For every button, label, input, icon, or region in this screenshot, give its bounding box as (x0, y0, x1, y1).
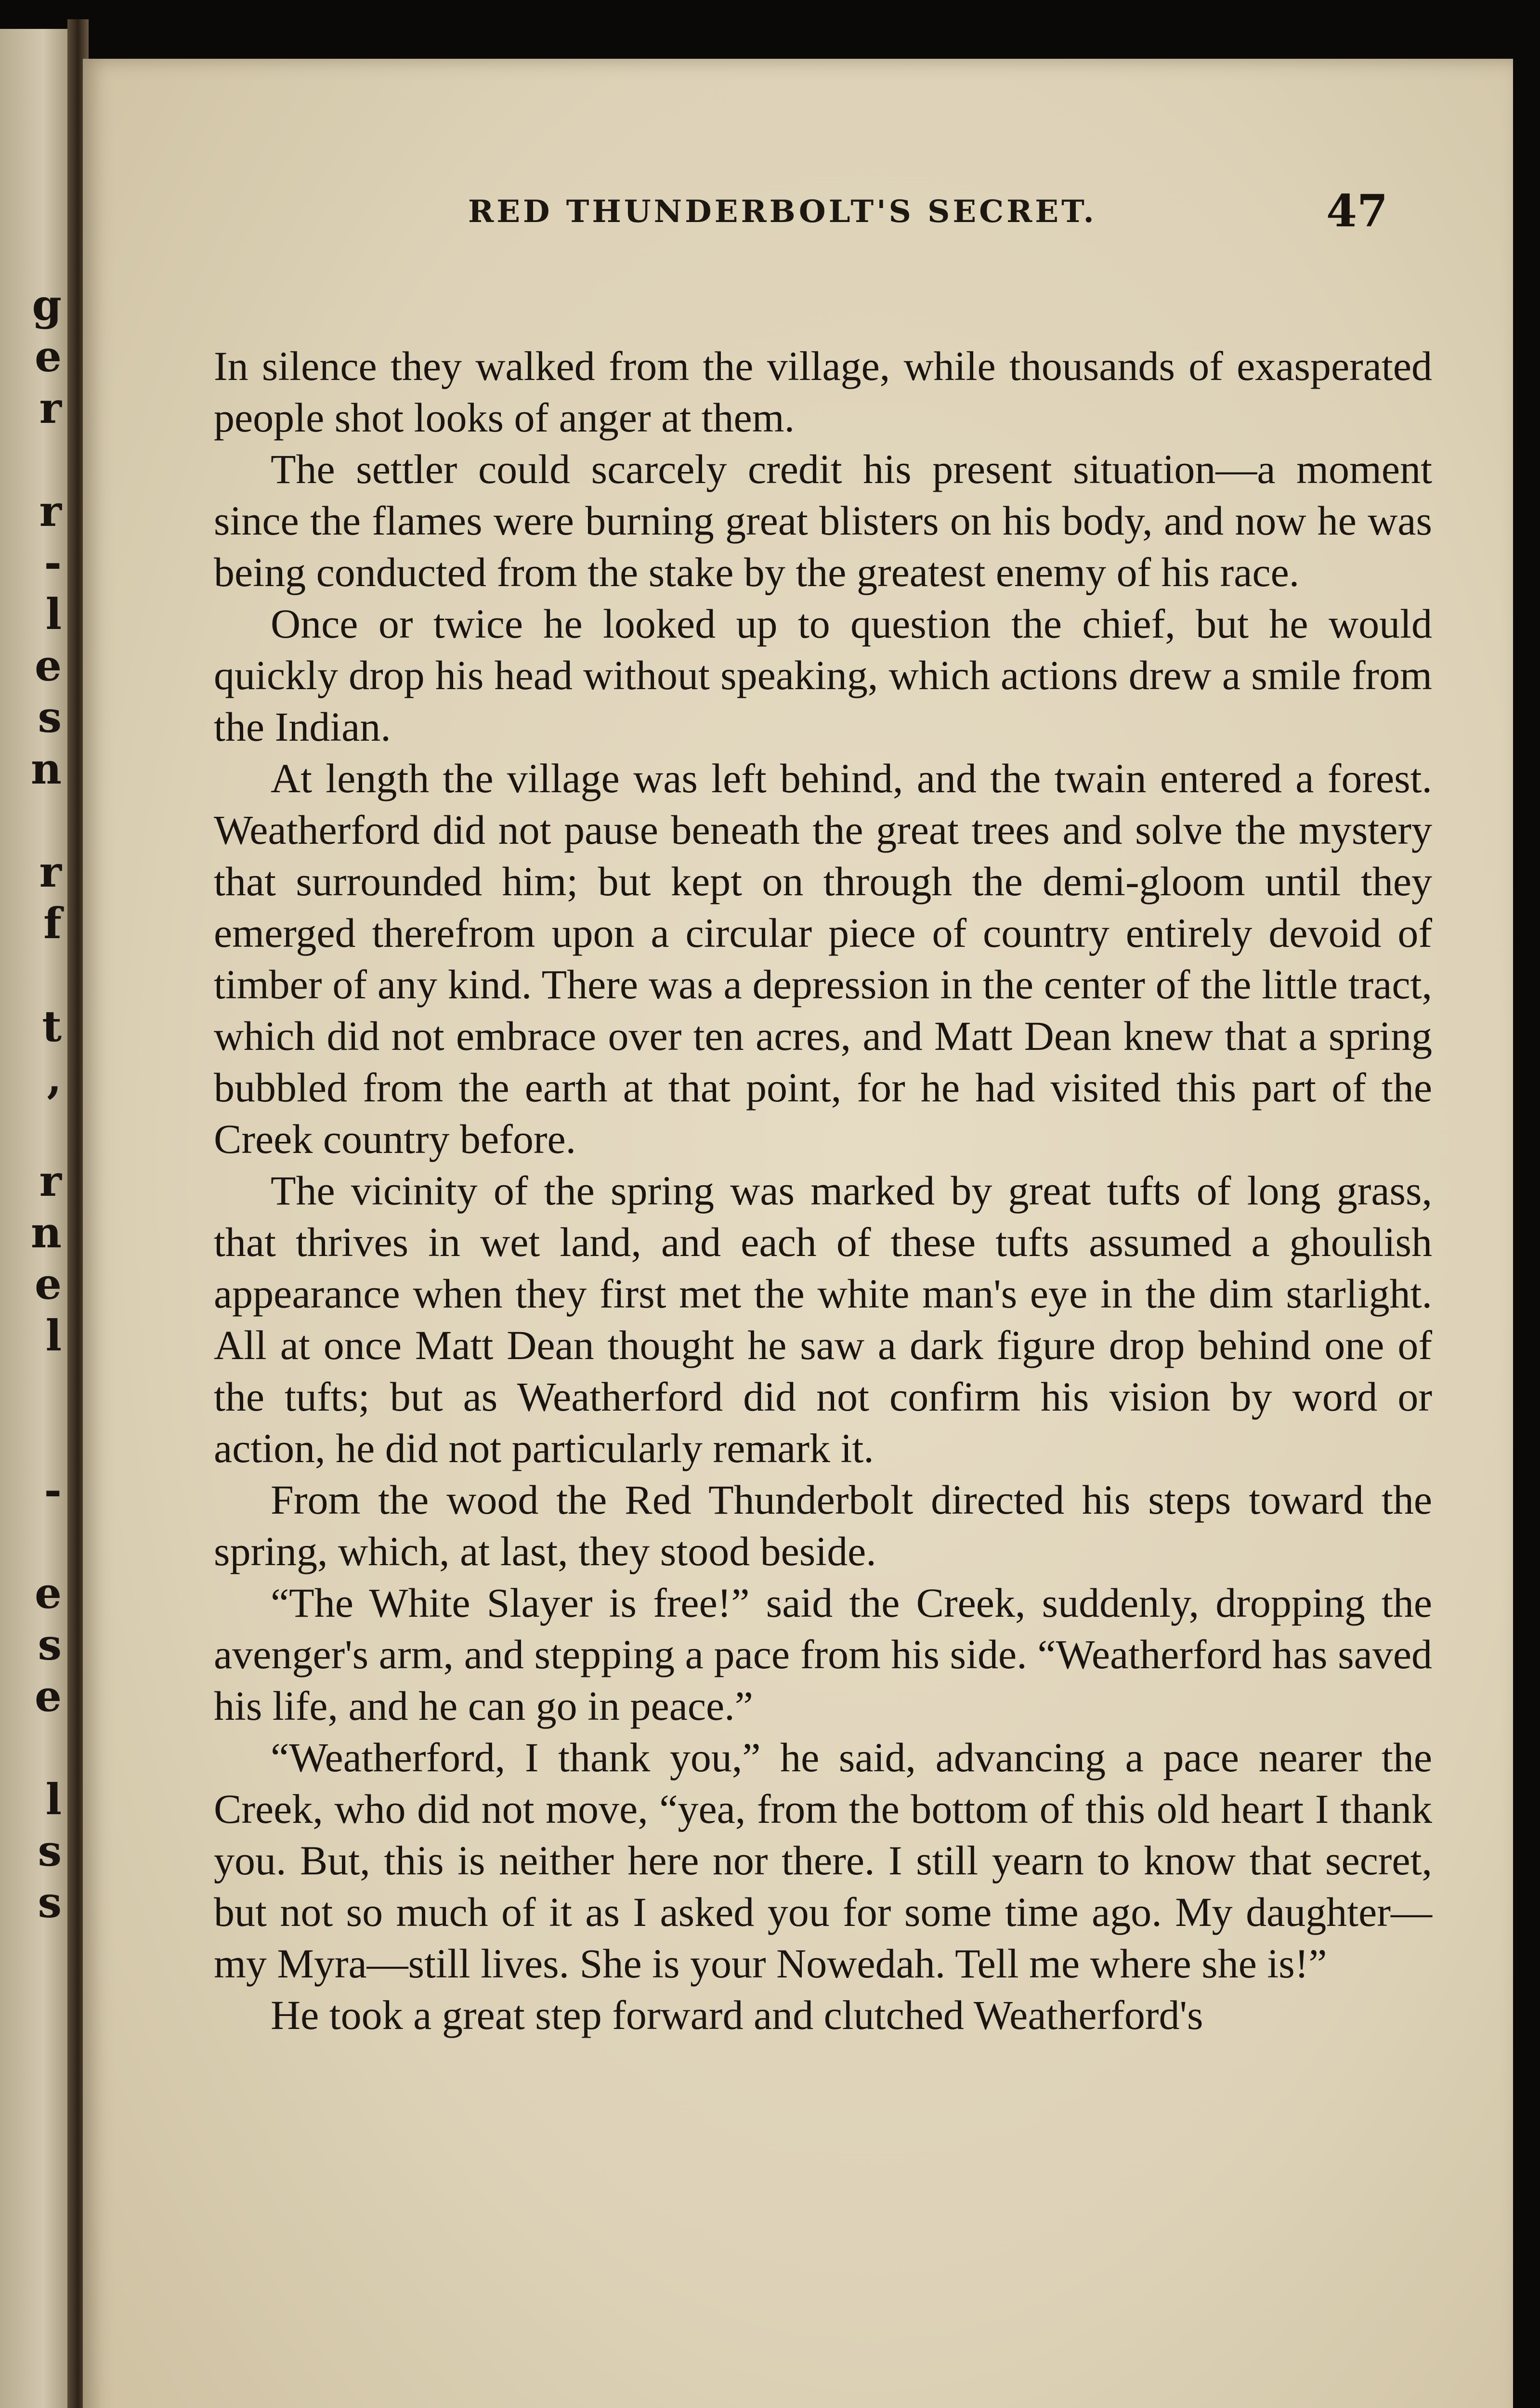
facing-margin-letter (4, 1104, 62, 1155)
facing-margin-letter: s (38, 1620, 62, 1670)
book-page (83, 59, 1513, 2408)
facing-margin-letter: f (43, 898, 62, 948)
facing-margin-letter: e (35, 331, 62, 381)
facing-margin-letter (4, 1516, 62, 1568)
paragraph: The settler could scarcely credit his present situation—a moment since the flames were burning great blisters on his body, and now he was being conducted from the stake by the greatest enemy of his race. (214, 446, 1432, 595)
facing-margin-letter: n (31, 1207, 62, 1257)
paragraph: “The White Slayer is free!” said the Creek, suddenly, dropping the avenger's arm, and stepping a pace from his side. “Weatherford has saved his life, and he can go in peace.” (214, 1580, 1432, 1729)
paragraph: Once or twice he looked up to question the chief, but he would quickly drop his head without speaking, which actions drew a smile from the Indian. (214, 601, 1432, 750)
facing-margin-letter (4, 1722, 62, 1774)
facing-page-margin-letters (4, 279, 62, 1928)
facing-margin-letter: s (38, 692, 62, 742)
facing-margin-letter: - (44, 1465, 62, 1515)
facing-margin-letter: - (44, 537, 62, 588)
facing-margin-letter (4, 949, 62, 1001)
facing-page-edge (0, 29, 72, 2408)
paragraph: “Weatherford, I thank you,” he said, advancing a pace nearer the Creek, who did not move, “yea, from the bottom of this old heart I thank you. But, this is neither here nor there. I still yearn to know that secret, but not so much of it as I asked you for some time ago. My daughter—my Myra—still lives. She is your Nowedah. Tell me where she is!” (214, 1734, 1432, 1987)
facing-margin-letter: r (39, 486, 62, 536)
facing-margin-letter (4, 1413, 62, 1465)
facing-margin-letter: l (45, 1310, 62, 1361)
facing-margin-letter: r (39, 383, 62, 433)
paragraph: From the wood the Red Thunderbolt directed his steps toward the spring, which, at last, they stood beside. (214, 1477, 1432, 1574)
facing-margin-letter (4, 1361, 62, 1413)
facing-margin-letter: l (45, 589, 62, 639)
facing-margin-letter: , (47, 1053, 62, 1103)
facing-margin-letter (4, 434, 62, 485)
facing-margin-letter: l (45, 1774, 62, 1824)
facing-margin-letter (4, 795, 62, 846)
paragraph: In silence they walked from the village, while thousands of exasperated people shot looks of anger at them. (214, 343, 1432, 441)
facing-margin-letter: e (35, 1671, 62, 1721)
running-head: RED THUNDERBOLT'S SECRET. (468, 194, 1097, 230)
facing-margin-letter: s (38, 1877, 62, 1927)
facing-margin-letter: t (42, 1001, 62, 1051)
paragraph: At length the village was left behind, and the twain entered a forest. Weatherford did not pause beneath the great trees and solve the mystery that surrounded him; but kept on through the demi-gloom until they emerged therefrom upon a circular piece of country entirely devoid of timber of any kind. There was a depression in the center of the little tract, which did not embrace over ten acres, and Matt Dean knew that a spring bubbled from the earth at that point, for he had visited this part of the Creek country before. (214, 755, 1432, 1162)
facing-margin-letter: g (32, 280, 62, 330)
paragraph: The vicinity of the spring was marked by great tufts of long grass, that thrives in wet land, and each of these tufts assumed a ghoulish appearance when they first met the white man's eye in the dim starlight. All at once Matt Dean thought he saw a dark figure drop behind one of the tufts; but as Weatherford did not confirm his vision by word or action, he did not particularly remark it. (214, 1167, 1432, 1471)
facing-margin-letter: s (38, 1826, 62, 1876)
page-number: 47 (1326, 185, 1388, 237)
paragraph: He took a great step forward and clutched Weatherford's (271, 1992, 1203, 2038)
facing-margin-letter: r (39, 847, 62, 897)
body-text (214, 340, 1432, 2041)
facing-margin-letter: n (31, 744, 62, 794)
facing-margin-letter: r (39, 1156, 62, 1206)
facing-margin-letter: e (35, 641, 62, 691)
facing-margin-letter: e (35, 1259, 62, 1309)
facing-margin-letter: e (35, 1568, 62, 1618)
